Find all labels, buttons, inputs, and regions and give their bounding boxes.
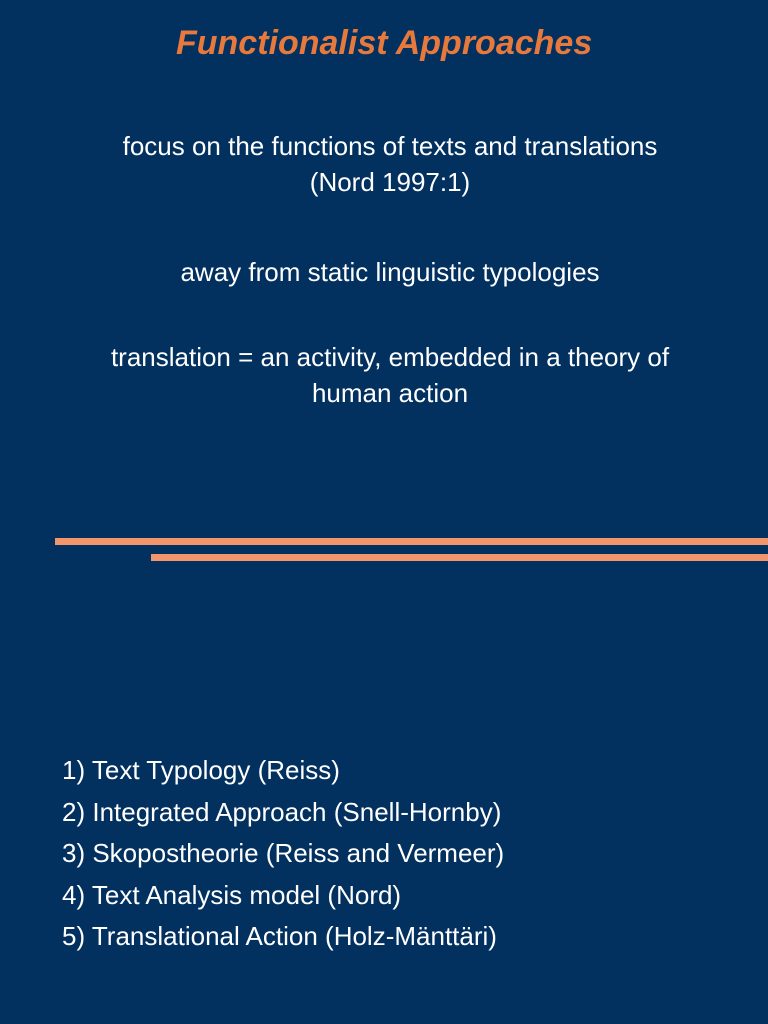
paragraph-functions xyxy=(20,128,760,200)
paragraph-typologies xyxy=(20,254,760,290)
paragraph-line: translation = an activity, embedded in a theory of xyxy=(110,342,670,372)
slide-title: Functionalist Approaches xyxy=(176,24,593,62)
paragraph-line: human action xyxy=(311,378,469,408)
list-item: 1) Text Typology (Reiss) xyxy=(62,755,340,785)
list-item: 2) Integrated Approach (Snell-Hornby) xyxy=(62,796,502,827)
divider-rule-bottom xyxy=(151,554,768,561)
list-item: 3) Skopostheorie (Reiss and Vermeer) xyxy=(62,838,505,868)
divider-rule-top xyxy=(55,538,768,545)
approaches-list xyxy=(62,750,504,958)
list-item: 4) Text Analysis model (Nord) xyxy=(62,879,402,910)
paragraph-activity xyxy=(20,339,760,411)
paragraph-line: away from static linguistic typologies xyxy=(180,257,600,287)
paragraph-line: (Nord 1997:1) xyxy=(309,167,471,197)
paragraph-line: focus on the functions of texts and translations xyxy=(122,131,658,161)
title-area xyxy=(0,0,768,80)
list-item: 5) Translational Action (Holz-Mänttäri) xyxy=(62,921,497,951)
